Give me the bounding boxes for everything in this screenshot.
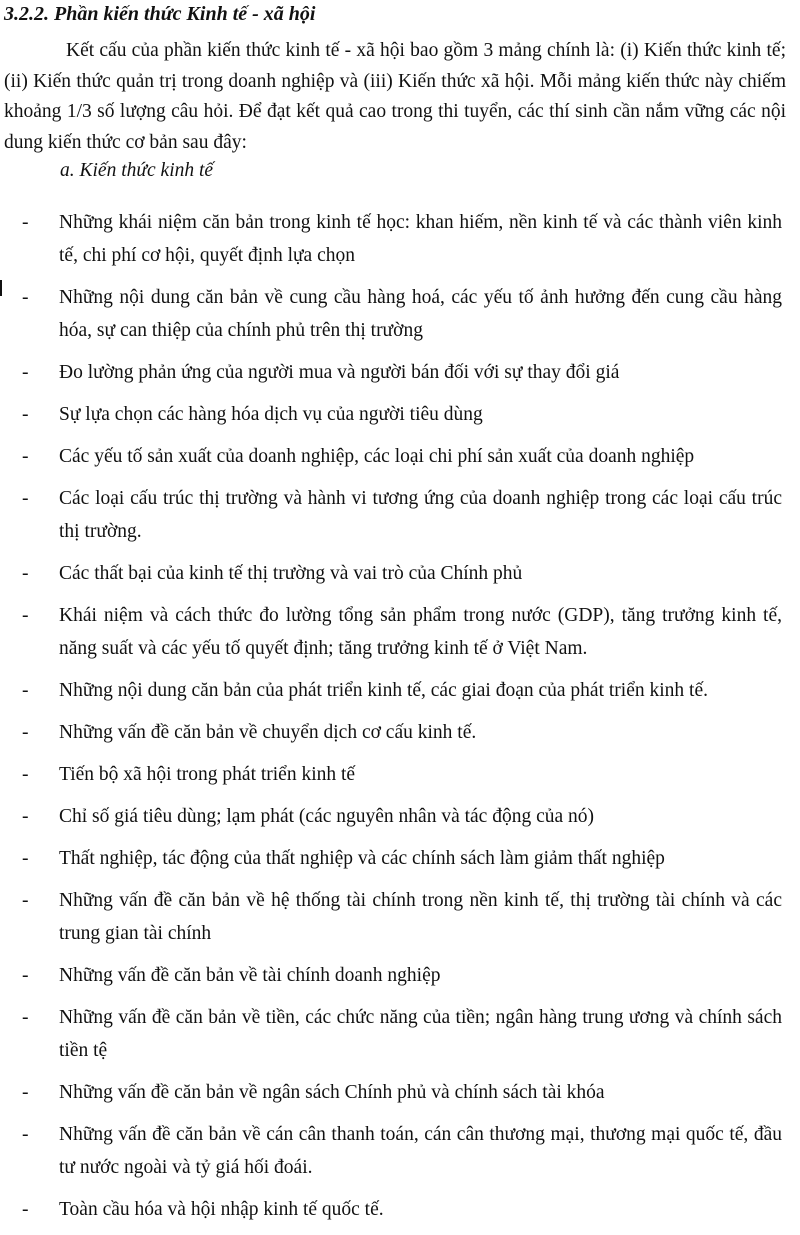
bullet-dash: - (22, 965, 29, 986)
bullet-list (0, 206, 800, 1235)
list-item-text: Sự lựa chọn các hàng hóa dịch vụ của người tiêu dùng (59, 404, 483, 425)
list-item-text: Những vấn đề căn bản về ngân sách Chính phủ và chính sách tài khóa (59, 1082, 605, 1103)
list-item (0, 716, 800, 749)
bullet-dash: - (22, 212, 29, 233)
list-item (0, 482, 800, 548)
section-heading: 3.2.2. Phần kiến thức Kinh tế - xã hội (4, 3, 316, 25)
bullet-dash: - (22, 362, 29, 383)
list-item-text: Những nội dung căn bản về cung cầu hàng hoá, các yếu tố ảnh hưởng đến cung cầu hàng hóa, sự can thiệp của chính phủ trên thị trường (59, 287, 782, 341)
list-item-text: Những vấn đề căn bản về cán cân thanh toán, cán cân thương mại, thương mại quốc tế, đầu tư nước ngoài và tỷ giá hối đoái. (59, 1124, 782, 1178)
list-item (0, 842, 800, 875)
intro-paragraph: Kết cấu của phần kiến thức kinh tế - xã hội bao gồm 3 mảng chính là: (i) Kiến thức kinh tế; (ii) Kiến thức quản trị trong doanh nghiệp và (iii) Kiến thức xã hội. Mỗi mảng kiến thức này chiếm khoảng 1/3 số lượng câu hỏi. Để đạt kết quả cao trong thi tuyển, các thí sinh cần nắm vững các nội dung kiến thức cơ bản sau đây: (4, 40, 786, 153)
bullet-dash: - (22, 1082, 29, 1103)
list-item (0, 281, 800, 347)
list-item (0, 674, 800, 707)
list-item-text: Các loại cấu trúc thị trường và hành vi tương ứng của doanh nghiệp trong các loại cấu trúc thị trường. (59, 488, 782, 542)
list-item-text: Tiến bộ xã hội trong phát triển kinh tế (59, 764, 356, 785)
bullet-dash: - (22, 806, 29, 827)
list-item (0, 599, 800, 665)
bullet-dash: - (22, 1124, 29, 1145)
list-item (0, 356, 800, 389)
list-item (0, 758, 800, 791)
list-item-text: Những vấn đề căn bản về hệ thống tài chính trong nền kinh tế, thị trường tài chính và các trung gian tài chính (59, 890, 782, 944)
list-item-text: Những vấn đề căn bản về tài chính doanh nghiệp (59, 965, 441, 986)
list-item (0, 440, 800, 473)
bullet-dash: - (22, 1007, 29, 1028)
list-item (0, 206, 800, 272)
list-item-text: Thất nghiệp, tác động của thất nghiệp và các chính sách làm giảm thất nghiệp (59, 848, 665, 869)
list-item-text: Các yếu tố sản xuất của doanh nghiệp, các loại chi phí sản xuất của doanh nghiệp (59, 446, 695, 467)
bullet-dash: - (22, 764, 29, 785)
bullet-dash: - (22, 404, 29, 425)
bullet-dash: - (22, 488, 29, 509)
bullet-dash: - (22, 605, 29, 626)
list-item (0, 398, 800, 431)
list-item (0, 1001, 800, 1067)
list-item-text: Đo lường phản ứng của người mua và người bán đối với sự thay đổi giá (59, 362, 620, 383)
bullet-dash: - (22, 722, 29, 743)
list-item-text: Khái niệm và cách thức đo lường tổng sản phẩm trong nước (GDP), tăng trưởng kinh tế, năng suất và các yếu tố quyết định; tăng trưởng kinh tế ở Việt Nam. (59, 605, 782, 659)
list-item-text: Những vấn đề căn bản về tiền, các chức năng của tiền; ngân hàng trung ương và chính sách tiền tệ (59, 1007, 782, 1061)
bullet-dash: - (22, 1199, 29, 1220)
list-item (0, 884, 800, 950)
list-item (0, 959, 800, 992)
list-item-text: Những khái niệm căn bản trong kinh tế học: khan hiếm, nền kinh tế và các thành viên kinh tế, chi phí cơ hội, quyết định lựa chọn (59, 212, 782, 266)
list-item-text: Toàn cầu hóa và hội nhập kinh tế quốc tế. (59, 1199, 384, 1220)
list-item-text: Các thất bại của kinh tế thị trường và vai trò của Chính phủ (59, 563, 523, 584)
bullet-dash: - (22, 446, 29, 467)
list-item (0, 557, 800, 590)
list-item-text: Những nội dung căn bản của phát triển kinh tế, các giai đoạn của phát triển kinh tế. (59, 680, 708, 701)
bullet-dash: - (22, 563, 29, 584)
bullet-dash: - (22, 287, 29, 308)
list-item (0, 800, 800, 833)
list-item (0, 1193, 800, 1226)
list-item (0, 1076, 800, 1109)
list-item-text: Những vấn đề căn bản về chuyển dịch cơ cấu kinh tế. (59, 722, 477, 743)
bullet-dash: - (22, 848, 29, 869)
list-item-text: Chỉ số giá tiêu dùng; lạm phát (các nguyên nhân và tác động của nó) (59, 806, 595, 827)
bullet-dash: - (22, 680, 29, 701)
bullet-dash: - (22, 890, 29, 911)
list-item (0, 1118, 800, 1184)
subsection-heading: a. Kiến thức kinh tế (60, 160, 214, 181)
